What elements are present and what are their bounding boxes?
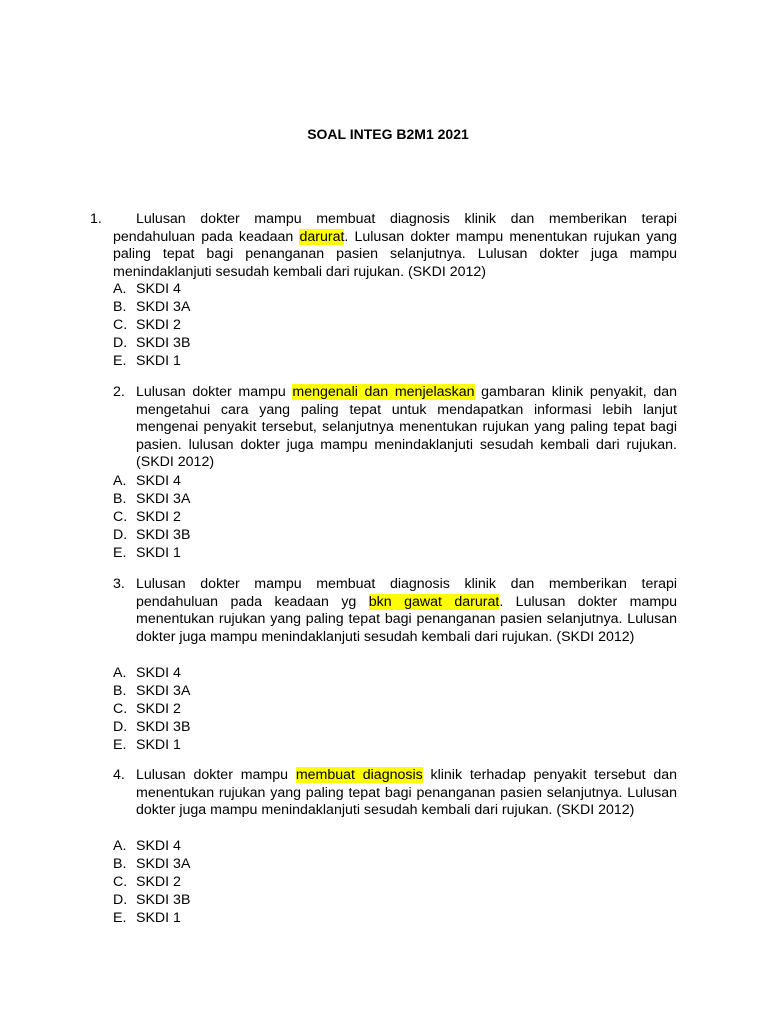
question-number: 4. [113, 767, 125, 783]
option-letter: B. [113, 299, 127, 315]
option-letter: A. [113, 665, 127, 681]
question-number: 3. [113, 576, 125, 592]
option-letter: B. [113, 683, 127, 699]
option-text: SKDI 3B [136, 719, 191, 735]
option-text: SKDI 3A [136, 856, 191, 872]
option-text: SKDI 3A [136, 299, 191, 315]
option-letter: A. [113, 473, 127, 489]
option-text: SKDI 1 [136, 545, 181, 561]
option-letter: A. [113, 838, 127, 854]
option-text: SKDI 3B [136, 527, 191, 543]
option-letter: C. [113, 509, 128, 525]
question-text-part: Lulusan dokter mampu membuat diagnosis klinik dan memberikan terapi pendahuluan pada keadaan [113, 211, 677, 245]
highlighted-term: mengenali dan menjelaskan [292, 384, 475, 400]
option-letter: B. [113, 491, 127, 507]
option-text: SKDI 2 [136, 317, 181, 333]
highlighted-term: bkn gawat darurat [368, 593, 500, 610]
option-letter: D. [113, 892, 128, 908]
option-text: SKDI 1 [136, 737, 181, 753]
option-text: SKDI 3A [136, 683, 191, 699]
question-text-part: . Lulusan dokter mampu menentukan rujukan yang paling tepat bagi penanganan pasien selanjutnya. Lulusan dokter juga mampu menindaklanjuti sesudah kembali dari rujukan. (SKDI 2012) [136, 593, 677, 645]
option-letter: A. [113, 281, 127, 297]
option-text: SKDI 4 [136, 838, 181, 854]
highlighted-term: membuat diagnosis [295, 767, 423, 783]
question-text [136, 576, 677, 646]
question-text-part: . Lulusan dokter mampu menentukan rujukan yang paling tepat bagi penanganan pasien selanjutnya. Lulusan dokter juga mampu menindaklanjuti sesudah kembali dari rujukan. (SKDI 2012) [113, 228, 677, 280]
question-text [136, 384, 677, 472]
question-text-part: gambaran klinik penyakit, dan mengetahui cara yang paling tepat untuk mendapatkan informasi lebih lanjut mengenai penyakit tersebut, selanjutnya menentukan rujukan yang paling tepat bagi pasien. lulusan dokter juga mampu menindaklanjuti sesudah kembali dari rujukan. (SKDI 2012) [136, 384, 678, 471]
document-title: SOAL INTEG B2M1 2021 [307, 126, 469, 142]
option-letter: E. [113, 910, 127, 926]
option-text: SKDI 2 [136, 701, 181, 717]
option-letter: D. [113, 527, 128, 543]
option-letter: C. [113, 317, 128, 333]
option-letter: C. [113, 701, 128, 717]
option-text: SKDI 2 [136, 509, 181, 525]
option-letter: E. [113, 737, 127, 753]
option-letter: E. [113, 545, 127, 561]
option-letter: D. [113, 335, 128, 351]
option-letter: B. [113, 856, 127, 872]
option-text: SKDI 3B [136, 892, 191, 908]
option-text: SKDI 2 [136, 874, 181, 890]
question-text-part: Lulusan dokter mampu membuat diagnosis klinik dan memberikan terapi pendahuluan pada keadaan yg [136, 576, 677, 610]
option-text: SKDI 3B [136, 335, 191, 351]
option-letter: C. [113, 874, 128, 890]
question-number: 2. [113, 384, 125, 400]
question-text-part: Lulusan dokter mampu [136, 384, 293, 400]
question-number: 1. [90, 211, 102, 227]
option-text: SKDI 4 [136, 665, 181, 681]
option-text: SKDI 4 [136, 281, 181, 297]
option-text: SKDI 1 [136, 910, 181, 926]
option-letter: D. [113, 719, 128, 735]
question-text-part: Lulusan dokter mampu [136, 767, 296, 783]
question-text [113, 211, 677, 281]
option-text: SKDI 3A [136, 491, 191, 507]
question-text [136, 767, 677, 820]
option-text: SKDI 1 [136, 353, 181, 369]
option-letter: E. [113, 353, 127, 369]
question-text-part: klinik terhadap penyakit tersebut dan menentukan rujukan yang paling tepat bagi penanganan pasien selanjutnya. Lulusan dokter juga mampu menindaklanjuti sesudah kembali dari rujukan. (SKDI 2012) [136, 767, 678, 819]
highlighted-term: darurat [299, 228, 345, 245]
option-text: SKDI 4 [136, 473, 181, 489]
